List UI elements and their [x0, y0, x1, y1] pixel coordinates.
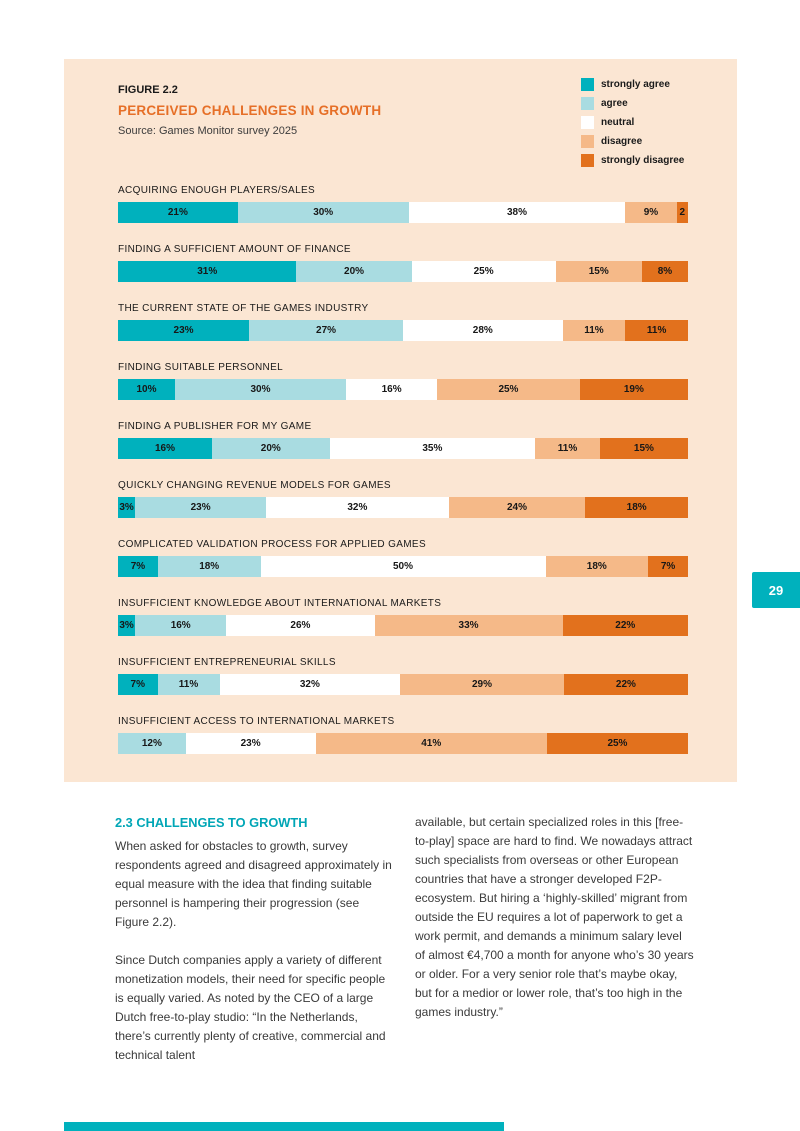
bar-segment-value: 7% — [130, 561, 146, 572]
bar-segment-value: 25% — [498, 384, 519, 395]
bar-row — [118, 244, 688, 282]
stacked-bar — [118, 556, 688, 577]
stacked-bar — [118, 202, 688, 223]
footer-accent-bar — [64, 1122, 504, 1131]
bar-segment-strongly-disagree — [580, 379, 688, 400]
bar-segment-agree — [135, 615, 226, 636]
bar-segment-value: 30% — [313, 207, 334, 218]
bar-segment-disagree — [546, 556, 649, 577]
bar-segment-disagree — [400, 674, 564, 695]
bar-segment-strongly-disagree — [625, 320, 688, 341]
bar-segment-agree — [175, 379, 346, 400]
bar-segment-disagree — [563, 320, 626, 341]
bar-row — [118, 185, 688, 223]
bar-segment-value: 25% — [607, 738, 628, 749]
bar-segment-value: 41% — [421, 738, 442, 749]
bar-segment-value: 21% — [167, 207, 188, 218]
bar-segment-value: 35% — [422, 443, 443, 454]
stacked-bar — [118, 438, 688, 459]
bar-segment-strongly-agree — [118, 261, 296, 282]
bar-segment-agree — [135, 497, 266, 518]
bar-row — [118, 480, 688, 518]
bar-row — [118, 716, 688, 754]
bar-segment-neutral — [261, 556, 546, 577]
figure-title: PERCEIVED CHALLENGES IN GROWTH — [118, 103, 382, 118]
bar-segment-value: 38% — [506, 207, 527, 218]
bar-row — [118, 362, 688, 400]
paragraph: Since Dutch companies apply a variety of different monetization models, their need for specific people is equally varied. As noted by the CEO of a large Dutch free-to-play studio: “In the Netherlands, there’s currently plenty of creative, commercial and technical talent — [115, 953, 386, 1062]
bar-segment-value: 11% — [646, 325, 667, 336]
legend-swatch — [581, 97, 594, 110]
legend-item — [581, 135, 684, 148]
bar-segment-neutral — [346, 379, 437, 400]
bar-segment-value: 23% — [190, 502, 211, 513]
bar-category-label: ACQUIRING ENOUGH PLAYERS/SALES — [118, 185, 316, 196]
stacked-bar — [118, 379, 688, 400]
stacked-bar — [118, 320, 688, 341]
article-left-column — [115, 813, 395, 1065]
bar-rows — [118, 185, 688, 754]
bar-segment-neutral — [226, 615, 374, 636]
bar-segment-value: 32% — [347, 502, 368, 513]
bar-segment-strongly-agree — [118, 674, 158, 695]
legend-item — [581, 78, 684, 91]
bar-category-label: FINDING A SUFFICIENT AMOUNT OF FINANCE — [118, 244, 351, 255]
paragraph: When asked for obstacles to growth, survey respondents agreed and disagreed approximately in equal measure with the idea that finding suitable personnel is hampering their progression (see Figure 2.2). — [115, 839, 392, 929]
bar-segment-neutral — [266, 497, 448, 518]
bar-segment-neutral — [330, 438, 536, 459]
legend-label: disagree — [601, 136, 643, 147]
bar-category-label: INSUFFICIENT KNOWLEDGE ABOUT INTERNATIONAL MARKETS — [118, 598, 442, 609]
bar-segment-strongly-disagree — [600, 438, 688, 459]
bar-segment-value: 3% — [119, 620, 134, 631]
bar-segment-value: 12% — [141, 738, 162, 749]
bar-segment-agree — [212, 438, 330, 459]
bar-segment-neutral — [403, 320, 563, 341]
legend-swatch — [581, 135, 594, 148]
bar-segment-value: 7% — [130, 679, 145, 690]
bar-segment-agree — [238, 202, 409, 223]
bar-segment-strongly-agree — [118, 202, 238, 223]
bar-segment-value: 10% — [136, 384, 157, 395]
bar-segment-strongly-disagree — [648, 556, 688, 577]
bar-segment-value: 50% — [392, 561, 413, 572]
bar-segment-value: 30% — [250, 384, 271, 395]
bar-segment-value: 2 — [679, 207, 686, 218]
bar-segment-value: 16% — [170, 620, 191, 631]
bar-segment-agree — [118, 733, 186, 754]
bar-segment-agree — [158, 556, 261, 577]
stacked-bar — [118, 497, 688, 518]
paragraph: available, but certain specialized roles in this [free-to-play] space are hard to find. We nowadays attract such specialists from overseas or other European countries that have a stronger developed F2P-ecosystem. But hiring a ‘highly-skilled’ migrant from outside the EU requires a lot of paperwork to get a work permit, and demands a minimum salary level of almost €4,700 a month for anyone who’s 30 years or older. For a very senior role that’s maybe okay, but for a medior or lower role, that’s too high in the games industry.” — [415, 815, 694, 1019]
page-number-badge: 29 — [752, 572, 800, 608]
bar-category-label: FINDING A PUBLISHER FOR MY GAME — [118, 421, 312, 432]
legend-item — [581, 154, 684, 167]
bar-segment-strongly-agree — [118, 556, 158, 577]
section-heading: 2.3 CHALLENGES TO GROWTH — [115, 815, 308, 830]
bar-segment-value: 15% — [633, 443, 654, 454]
bar-segment-value: 22% — [615, 679, 636, 690]
bar-segment-value: 20% — [344, 266, 365, 277]
legend-swatch — [581, 116, 594, 129]
bar-segment-value: 18% — [199, 561, 220, 572]
bar-row — [118, 657, 688, 695]
bar-segment-disagree — [449, 497, 586, 518]
bar-segment-value: 26% — [290, 620, 311, 631]
legend-swatch — [581, 154, 594, 167]
bar-segment-value: 3% — [119, 502, 134, 513]
bar-segment-value: 9% — [643, 207, 659, 218]
bar-segment-value: 18% — [626, 502, 647, 513]
bar-segment-value: 15% — [588, 266, 609, 277]
bar-segment-disagree — [556, 261, 642, 282]
bar-segment-value: 33% — [458, 620, 479, 631]
legend-label: strongly disagree — [601, 155, 685, 166]
bar-row — [118, 539, 688, 577]
figure-source: Source: Games Monitor survey 2025 — [118, 125, 298, 137]
bar-segment-value: 23% — [240, 738, 261, 749]
bar-segment-strongly-agree — [118, 615, 135, 636]
bar-segment-value: 32% — [299, 679, 320, 690]
bar-category-label: COMPLICATED VALIDATION PROCESS FOR APPLIED GAMES — [118, 539, 426, 550]
bar-segment-disagree — [535, 438, 600, 459]
article-right-column — [415, 813, 695, 1065]
bar-category-label: QUICKLY CHANGING REVENUE MODELS FOR GAMES — [118, 480, 391, 491]
bar-segment-value: 29% — [471, 679, 492, 690]
bar-segment-value: 24% — [506, 502, 527, 513]
bar-segment-disagree — [316, 733, 547, 754]
bar-category-label: INSUFFICIENT ENTREPRENEURIAL SKILLS — [118, 657, 336, 668]
stacked-bar — [118, 674, 688, 695]
bar-segment-neutral — [220, 674, 401, 695]
bar-segment-value: 8% — [657, 266, 673, 277]
bar-segment-value: 16% — [155, 443, 176, 454]
bar-segment-strongly-agree — [118, 320, 249, 341]
bar-row — [118, 303, 688, 341]
bar-segment-value: 11% — [557, 443, 578, 454]
bar-segment-value: 7% — [660, 561, 676, 572]
bar-category-label: THE CURRENT STATE OF THE GAMES INDUSTRY — [118, 303, 369, 314]
figure-panel — [64, 59, 737, 782]
bar-segment-value: 16% — [381, 384, 402, 395]
bar-segment-value: 20% — [260, 443, 281, 454]
legend-item — [581, 97, 684, 110]
bar-segment-disagree — [625, 202, 676, 223]
bar-category-label: INSUFFICIENT ACCESS TO INTERNATIONAL MARKETS — [118, 716, 395, 727]
bar-segment-value: 19% — [623, 384, 644, 395]
article — [115, 813, 695, 1065]
bar-category-label: FINDING SUITABLE PERSONNEL — [118, 362, 284, 373]
bar-segment-strongly-disagree — [585, 497, 688, 518]
bar-segment-strongly-agree — [118, 497, 135, 518]
bar-segment-value: 22% — [615, 620, 636, 631]
legend-label: strongly agree — [601, 79, 670, 90]
bar-segment-value: 25% — [473, 266, 494, 277]
bar-segment-agree — [158, 674, 220, 695]
bar-segment-value: 11% — [584, 325, 604, 336]
bar-row — [118, 598, 688, 636]
legend-label: neutral — [601, 117, 635, 128]
bar-segment-strongly-disagree — [564, 674, 688, 695]
bar-segment-value: 11% — [178, 679, 199, 690]
bar-segment-agree — [296, 261, 411, 282]
bar-segment-strongly-disagree — [563, 615, 688, 636]
bar-segment-strongly-disagree — [677, 202, 688, 223]
bar-segment-value: 18% — [586, 561, 607, 572]
legend-item — [581, 116, 684, 129]
bar-segment-strongly-disagree — [642, 261, 688, 282]
bar-segment-value: 23% — [173, 325, 194, 336]
bar-segment-neutral — [186, 733, 316, 754]
bar-segment-neutral — [409, 202, 626, 223]
bar-segment-strongly-agree — [118, 379, 175, 400]
bar-segment-disagree — [437, 379, 580, 400]
bar-segment-disagree — [375, 615, 563, 636]
stacked-bar — [118, 733, 688, 754]
bar-segment-value: 28% — [472, 325, 493, 336]
bar-segment-neutral — [412, 261, 556, 282]
bar-segment-value: 31% — [197, 266, 218, 277]
legend-label: agree — [601, 98, 628, 109]
bar-segment-strongly-disagree — [547, 733, 688, 754]
stacked-bar — [118, 615, 688, 636]
legend-swatch — [581, 78, 594, 91]
legend — [581, 78, 684, 173]
bar-segment-agree — [249, 320, 403, 341]
bar-row — [118, 421, 688, 459]
bar-segment-strongly-agree — [118, 438, 212, 459]
stacked-bar — [118, 261, 688, 282]
bar-segment-value: 27% — [316, 325, 337, 336]
figure-label: FIGURE 2.2 — [118, 84, 178, 96]
